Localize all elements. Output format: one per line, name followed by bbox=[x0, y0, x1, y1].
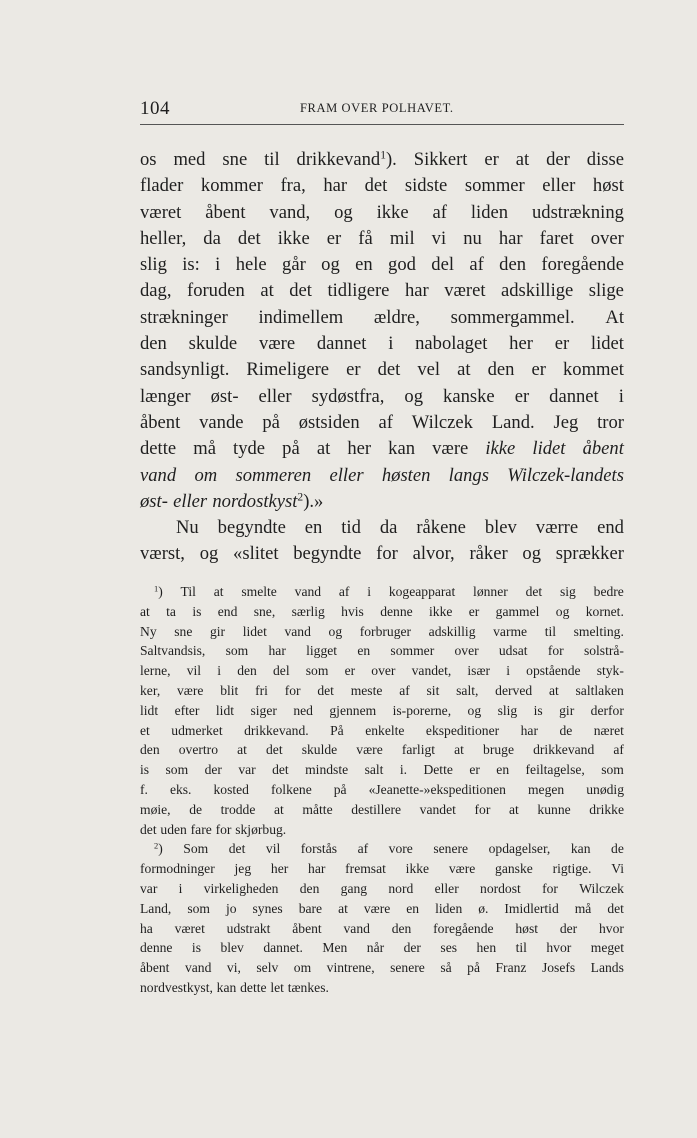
body-line: længer øst- eller sydøstfra, og kanske er dannet i bbox=[140, 385, 624, 407]
body-line: værst, og «slitet begyndte for alvor, råker og sprækker bbox=[140, 543, 624, 565]
page-number: 104 bbox=[140, 98, 170, 119]
body-line: flader kommer fra, har det sidste sommer eller høst bbox=[140, 175, 624, 197]
footnote-line: formodninger jeg her har fremsat ikke være ganske rigtige. Vi bbox=[140, 861, 624, 877]
footnote-line: f. eks. kosted folkene på «Jeanette-»ekspeditionen megen unødig bbox=[140, 781, 624, 797]
footnote-line: den overtro at det skulde være farligt at bruge drikkevand af bbox=[140, 742, 624, 758]
footnote-line: nordvestkyst, kan dette let tænkes. bbox=[140, 979, 329, 995]
body-line: dag, foruden at det tidligere har været adskillige slige bbox=[140, 280, 624, 302]
body-line: åbent vande på østsiden af Wilczek Land. Jeg tror bbox=[140, 411, 624, 433]
footnotes bbox=[140, 582, 624, 998]
body-line: strækninger indimellem ældre, sommergammel. At bbox=[140, 306, 624, 328]
body-line: slig is: i hele går og en god del af den foregående bbox=[140, 254, 624, 276]
footnote-line: denne is blev dannet. Men når der ses hen til hvor meget bbox=[140, 940, 624, 956]
body-line: os med sne til drikkevand$^1$). Sikkert er at der disse bbox=[140, 149, 624, 170]
footnote-line: lidt efter lidt siger ned gjennem is-porerne, og slig is gir derfor bbox=[140, 702, 624, 718]
footnote-line: det uden fare for skjørbug. bbox=[140, 821, 287, 837]
body-line: Nu begyndte en tid da råkene blev værre end bbox=[176, 517, 624, 539]
footnote-line: is som der var det mindste salt i. Dette er en feiltagelse, som bbox=[140, 762, 624, 778]
body-text bbox=[140, 147, 624, 568]
body-line: øst- eller nordostkyst$^2$).» bbox=[140, 490, 324, 512]
footnote-line: ker, være blit fri for det meste af sit salt, derved at saltlaken bbox=[140, 682, 624, 698]
footnote-line: møie, de trodde at måtte destillere vandet for at kunne drikke bbox=[140, 801, 624, 817]
footnote-line: Saltvandsis, som har ligget en sommer over udsat for solstrå- bbox=[140, 643, 624, 659]
footnote-line: et udmerket drikkevand. På enkelte ekspeditioner har de næret bbox=[140, 722, 624, 738]
footnote-line: var i virkeligheden den gang nord eller nordost for Wilczek bbox=[140, 880, 624, 896]
footnote-line: $^2$) Som det vil forstås af vore senere opdagelser, kan de bbox=[154, 840, 624, 857]
body-line: været åbent vand, og ikke af liden udstrækning bbox=[140, 201, 624, 223]
body-line: den skulde være dannet i nabolaget her er lidet bbox=[140, 333, 624, 355]
body-line: dette må tyde på at her kan være ikke lidet åbent bbox=[140, 438, 624, 460]
body-line: vand om sommeren eller høsten langs Wilczek-landets bbox=[140, 464, 624, 486]
footnote-line: åbent vand vi, selv om vintrene, senere så på Franz Josefs Lands bbox=[140, 960, 624, 976]
footnote-line: lerne, vil i den del som er over vandet, især i opstående styk- bbox=[140, 663, 624, 679]
footnote-line: Land, som jo synes bare at være en liden ø. Imidlertid må det bbox=[140, 900, 624, 916]
body-line: sandsynligt. Rimeligere er det vel at den er kommet bbox=[140, 359, 624, 381]
page-header bbox=[140, 98, 624, 125]
footnote-line: Ny sne gir lidet vand og forbruger adskillig varme til smelting. bbox=[140, 623, 624, 639]
body-line: heller, da det ikke er få mil vi nu har faret over bbox=[140, 227, 624, 249]
running-title: FRAM OVER POLHAVET. bbox=[300, 101, 454, 115]
footnote-line: at ta is end sne, særlig hvis denne ikke er gammel og kornet. bbox=[140, 603, 624, 619]
footnote-line: $^1$) Til at smelte vand af i kogeapparat lønner det sig bedre bbox=[154, 583, 624, 599]
footnote-line: ha været udstrakt åbent vand den foregående høst der hvor bbox=[140, 920, 624, 936]
